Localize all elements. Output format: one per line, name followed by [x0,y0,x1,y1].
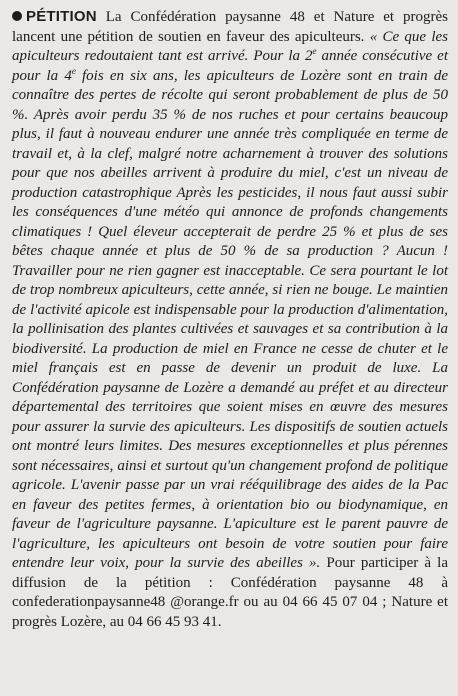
article-body [12,7,448,632]
ordinal-suffix-2: e [71,65,76,76]
article-lead: La Confédération paysanne 48 et Nature et progrès lancent une pétition de soutien en faveur des apiculteurs. [12,9,448,45]
ordinal-suffix-1: e [312,46,317,56]
quote-part-1: « Ce que les apiculteurs redoutaient tant est arrivé. Pour la 2 [12,28,449,64]
bullet-icon [12,11,22,21]
article-kicker: PÉTITION [26,8,97,25]
quote-part-2: année consécutive et pour la 4 [12,48,448,84]
quote-part-3: fois en six ans, les apiculteurs de Lozère sont en train de connaître des pertes de récolte qui seront probablement de plus de 50 %. Après avoir perdu 35 % de nos ruches et pour certains beaucoup plus, il faut à nouveau endurer une année très compliquée en terme de travail et, à la clef, malgré notre acharnement à trouver des solutions pour que nos abeilles arrivent à produire du miel, c'est un niveau de production catastrophique Après les pesticides, il nous faut aussi subir les conséquences d'une météo qui annonce de profonds changements climatiques ! Quel éleveur accepterait de perdre 25 % et plus de ses bêtes chaque année et plus de 50 % de sa production ? Aucun ! Travailler pour ne rien gagner est inacceptable. Ce sera pourtant le lot de trop nombreux apiculteurs, cette année, si rien ne bouge. Le maintien de l'activité apicole est indispensable pour la production d'alimentation, la pollinisation des plantes cultivées et sauvages et sa contribution à la biodiversité. La production de miel en France ne cesse de chuter et le miel français est en passe de devenir un produit de luxe. La Confédération paysanne de Lozère a demandé au préfet et au directeur départemental des territoires que soient mises en œuvre des mesures pour assurer la survie des apiculteurs. Les dispositifs de soutien actuels ont montré leurs limites. Des mesures exceptionnelles et plus pérennes sont nécessaires, ainsi et surtout qu'un changement profond de politique agricole. L'avenir passe par un vrai rééquilibrage des aides de la Pac en faveur des petites fermes, à orientation bio ou biodynamique, en faveur de l'agriculture paysanne. L'apiculture est le parent pauvre de l'agriculture, les apiculteurs ont besoin de votre soutien pour faire entendre leur voix, pour la survie des abeilles ». [12,67,448,571]
article-quote [12,29,448,572]
article-footer: Pour participer à la diffusion de la pétition : Confédération paysanne 48 à confederationpaysanne48 @orange.fr ou au 04 66 45 07 04 ; Nature et progrès Lozère, au 04 66 45 93 41. [12,555,448,630]
